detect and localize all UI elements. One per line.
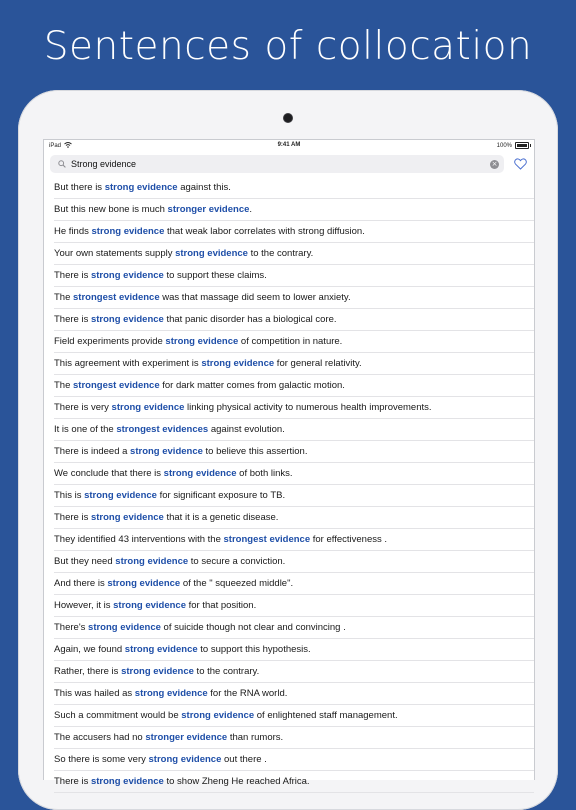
collocation-highlight: strong evidence: [115, 556, 189, 567]
collocation-highlight: strong evidence: [165, 336, 239, 347]
device-label: iPad: [49, 143, 62, 149]
collocation-highlight: strong evidence: [90, 314, 164, 325]
collocation-highlight: strong evidence: [175, 248, 248, 259]
sentence-text-after: for effectiveness .: [310, 534, 388, 545]
sentence-text-before: There is: [54, 314, 91, 325]
sentence-text-before: We conclude that there is: [54, 468, 164, 479]
collocation-highlight: strong evidence: [163, 468, 237, 479]
sentence-text-after: for the RNA world.: [207, 688, 288, 699]
sentence-text-after: of both links.: [236, 468, 293, 479]
sentence-text-after: against this.: [177, 182, 231, 193]
sentence-row[interactable]: [54, 375, 534, 397]
collocation-highlight: strongest evidence: [73, 292, 160, 303]
collocation-highlight: strongest evidence: [223, 534, 311, 545]
sentence-row[interactable]: [54, 727, 534, 749]
sentence-text-before: So there is some very: [54, 754, 149, 765]
collocation-highlight: strong evidence: [84, 490, 157, 501]
sentence-row[interactable]: [54, 529, 534, 551]
sentence-text-before: There is indeed a: [54, 446, 131, 457]
status-bar: [44, 140, 534, 152]
collocation-highlight: strong evidence: [111, 402, 185, 413]
sentence-text-before: Such a commitment would be: [54, 710, 182, 721]
sentence-row[interactable]: [54, 397, 534, 419]
sentence-text-after: for that position.: [186, 600, 257, 611]
sentence-text-after: of competition in nature.: [238, 336, 343, 347]
sentence-text-before: And there is: [54, 578, 108, 589]
sentence-text-after: for significant exposure to TB.: [156, 490, 286, 501]
sentence-row[interactable]: [54, 243, 534, 265]
collocation-highlight: strong evidence: [107, 578, 181, 589]
sentence-row[interactable]: [54, 463, 534, 485]
sentence-row[interactable]: [54, 617, 534, 639]
collocation-highlight: strong evidence: [91, 226, 165, 237]
sentence-row[interactable]: [54, 551, 534, 573]
sentence-row[interactable]: [54, 661, 534, 683]
sentence-text-after: to support these claims.: [163, 270, 267, 281]
collocation-highlight: strong evidence: [201, 358, 275, 369]
sentence-text-after: to the contrary.: [247, 248, 314, 259]
sentence-text-before: Field experiments provide: [54, 336, 166, 347]
collocation-highlight: strong evidence: [181, 710, 255, 721]
sentence-text-before: It is one of the: [54, 424, 117, 435]
sentence-text-after: of enlightened staff management.: [254, 710, 398, 721]
collocation-highlight: stronger evidence: [145, 732, 228, 743]
sentence-text-after: to show Zheng He reached Africa.: [163, 776, 310, 787]
sentence-text-before: He finds: [54, 226, 92, 237]
collocation-highlight: strong evidence: [90, 776, 164, 787]
sentence-row[interactable]: [54, 485, 534, 507]
search-field[interactable]: [50, 155, 504, 173]
sentence-text-before: Again, we found: [54, 644, 125, 655]
promo-title: Sentences of collocation: [43, 24, 533, 69]
sentence-text-after: that panic disorder has a biological core.: [163, 314, 337, 325]
sentence-text-before: There is very: [54, 402, 112, 413]
collocation-highlight: strong evidence: [90, 512, 164, 523]
collocation-highlight: strong evidence: [90, 270, 164, 281]
collocation-highlight: strong evidence: [121, 666, 194, 677]
heart-icon[interactable]: [512, 156, 528, 172]
sentence-text-after: that weak labor correlates with strong diffusion.: [164, 226, 365, 237]
sentence-text-after: to the contrary.: [193, 666, 260, 677]
sentence-text-after: .: [249, 204, 253, 215]
sentence-text-before: But there is: [54, 182, 105, 193]
collocation-highlight: strong evidence: [148, 754, 222, 765]
clear-icon[interactable]: ×: [491, 159, 498, 168]
sentence-row[interactable]: [54, 221, 534, 243]
sentence-text-after: for general relativity.: [274, 358, 362, 369]
search-bar: [50, 152, 528, 176]
sentence-text-after: linking physical activity to numerous health improvements.: [184, 402, 432, 413]
sentence-row[interactable]: [54, 331, 534, 353]
sentence-text-after: was that massage did seem to lower anxiety.: [159, 292, 351, 303]
sentence-text-before: There is: [54, 512, 91, 523]
sentence-text-after: that it is a genetic disease.: [163, 512, 279, 523]
sentence-row[interactable]: [54, 309, 534, 331]
sentence-row[interactable]: [54, 265, 534, 287]
camera-icon: [284, 114, 292, 122]
sentence-list: [44, 177, 534, 793]
sentence-text-before: Rather, there is: [54, 666, 122, 677]
sentence-text-after: of the " squeezed middle".: [180, 578, 294, 589]
sentence-text-before: There is: [54, 270, 91, 281]
sentence-text-before: Your own statements supply: [54, 248, 176, 259]
app-screen: [43, 139, 535, 787]
sentence-row[interactable]: [54, 177, 534, 199]
sentence-text-before: This was hailed as: [54, 688, 135, 699]
battery-percent: 100%: [496, 142, 512, 149]
sentence-text-after: to support this hypothesis.: [197, 644, 311, 655]
collocation-highlight: strong evidence: [104, 182, 178, 193]
sentence-text-before: They identified 43 interventions with the: [54, 534, 224, 545]
status-time: 9:41 AM: [277, 142, 301, 148]
sentence-row[interactable]: [54, 595, 534, 617]
sentence-text-before: The: [54, 380, 74, 391]
sentence-row[interactable]: [54, 705, 534, 727]
sentence-text-before: This agreement with experiment is: [54, 358, 202, 369]
sentence-text-before: The accusers had no: [54, 732, 146, 743]
sentence-row[interactable]: [54, 771, 534, 793]
collocation-highlight: strong evidence: [130, 446, 203, 457]
search-icon: [56, 158, 68, 170]
sentence-text-before: However, it is: [54, 600, 114, 611]
sentence-text-before: The: [54, 292, 74, 303]
sentence-text-after: to believe this assertion.: [202, 446, 308, 457]
sentence-row[interactable]: [54, 287, 534, 309]
sentence-row[interactable]: [54, 507, 534, 529]
collocation-highlight: strongest evidence: [73, 380, 160, 391]
collocation-highlight: strongest evidences: [116, 424, 209, 435]
sentence-text-after: out there .: [221, 754, 267, 765]
collocation-highlight: strong evidence: [124, 644, 198, 655]
sentence-text-before: This is: [54, 490, 85, 501]
sentence-row[interactable]: [54, 199, 534, 221]
sentence-row[interactable]: [54, 639, 534, 661]
collocation-highlight: strong evidence: [88, 622, 161, 633]
sentence-text-after: for dark matter comes from galactic motion.: [159, 380, 345, 391]
collocation-highlight: stronger evidence: [167, 204, 250, 215]
battery-icon: [515, 142, 529, 149]
sentence-text-after: of suicide though not clear and convincing .: [160, 622, 346, 633]
collocation-highlight: strong evidence: [113, 600, 186, 611]
sentence-text-after: to secure a conviction.: [188, 556, 286, 567]
sentence-row[interactable]: [54, 441, 534, 463]
sentence-row[interactable]: [54, 573, 534, 595]
sentence-row[interactable]: [54, 353, 534, 375]
sentence-text-before: But they need: [54, 556, 116, 567]
collocation-highlight: strong evidence: [134, 688, 208, 699]
sentence-text-before: But this new bone is much: [54, 204, 168, 215]
sentence-row[interactable]: [54, 683, 534, 705]
sentence-text-after: against evolution.: [208, 424, 285, 435]
sentence-text-before: There is: [54, 776, 91, 787]
sentence-text-before: There's: [54, 622, 89, 633]
search-input[interactable]: [68, 155, 490, 173]
sentence-row[interactable]: [54, 419, 534, 441]
sentence-text-after: than rumors.: [227, 732, 284, 743]
sentence-row[interactable]: [54, 749, 534, 771]
